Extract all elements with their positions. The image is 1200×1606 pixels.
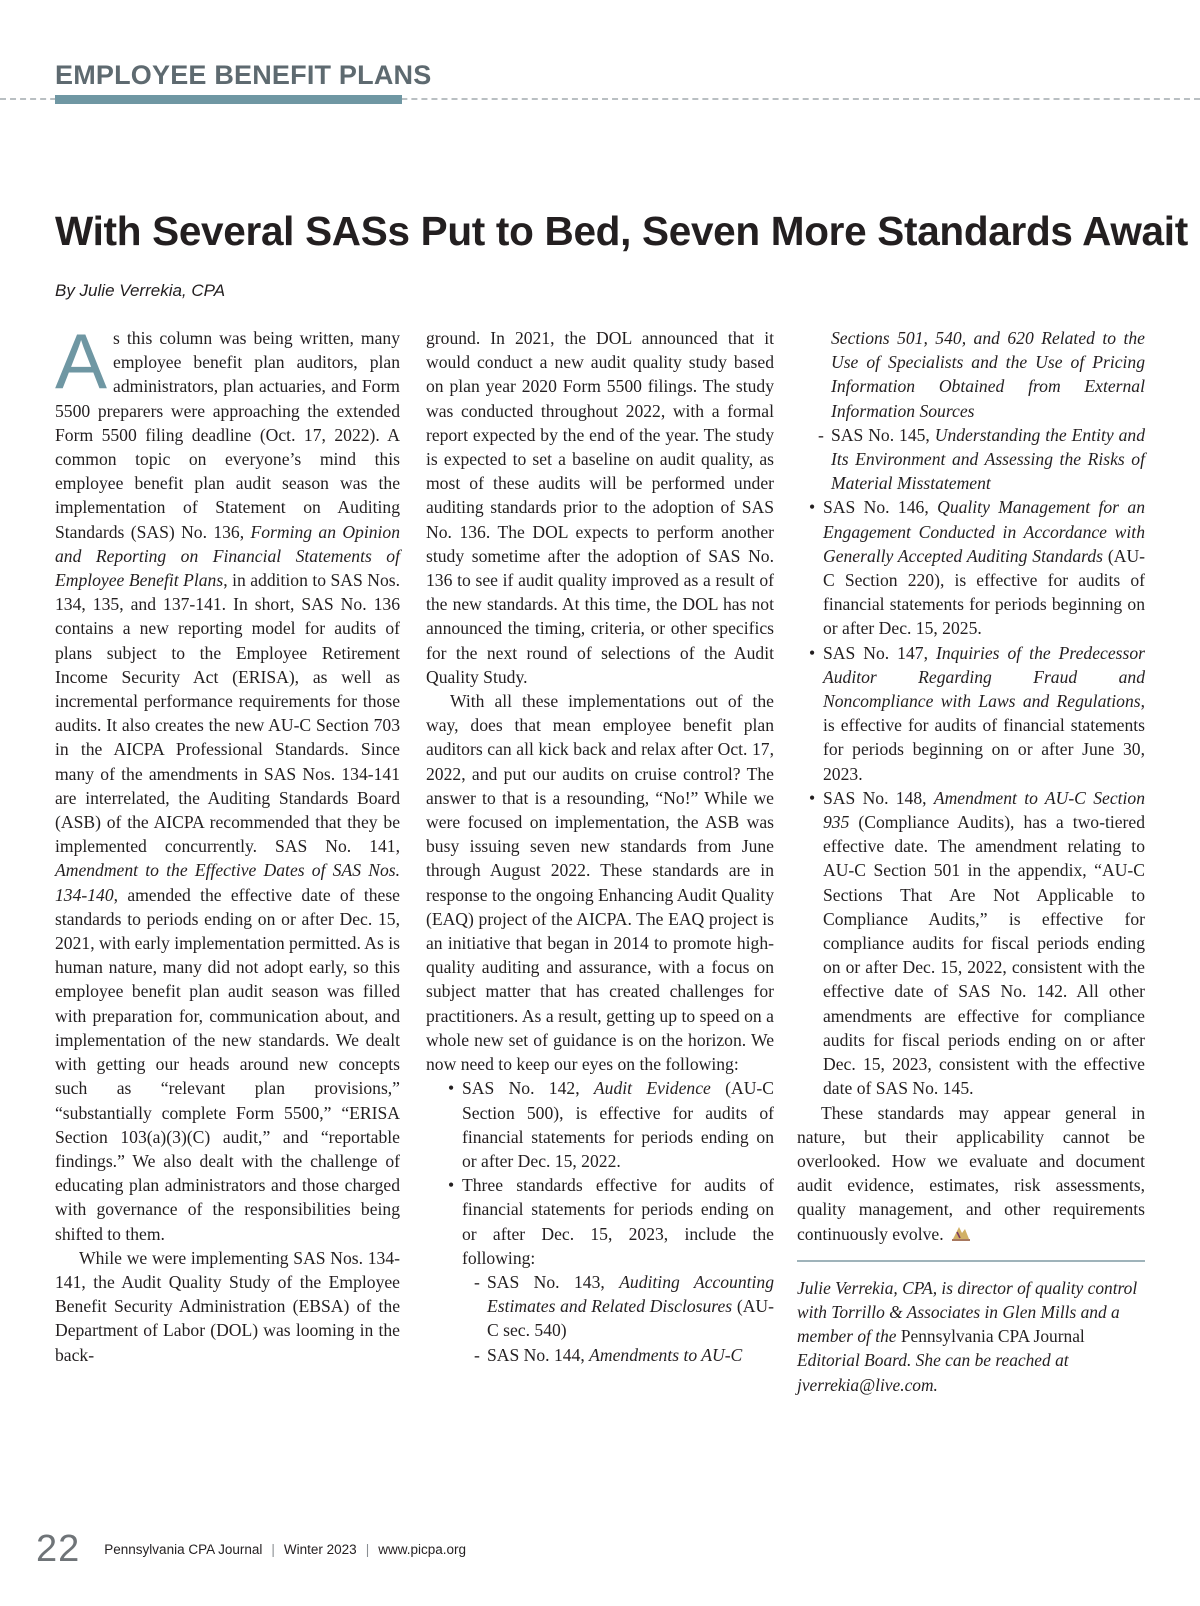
sub-list-item-continued [831, 326, 1145, 423]
text-run: SAS No. 146, [823, 497, 938, 518]
italic-title: Sections 501, 540, and 620 Related to the Use of Specialists and the Use of Pricing Information Obtained from External Information Sources [831, 328, 1145, 421]
paragraph: ground. In 2021, the DOL announced that it would conduct a new audit quality study based on plan year 2020 Form 5500 filings. The study was conducted throughout 2022, with a formal report expected by the end of the year. The study is expected to set a baseline on audit quality, as most of these audits will be performed under auditing standards prior to the adoption of SAS No. 136. The DOL expects to perform another study sometime after the adoption of SAS No. 136 to see if audit quality improved as a result of the new standards. At this time, the DOL has not announced the timing, criteria, or other specifics for the next round of selections of the Audit Quality Study. [426, 328, 774, 687]
page-number: 22 [36, 1527, 81, 1570]
author-bio [797, 1276, 1145, 1397]
journal-name: Pennsylvania CPA Journal [900, 1326, 1085, 1347]
text-run: SAS No. 142, [462, 1078, 594, 1099]
italic-title: Quality Management for an Engagement Conducted in Accordance with Generally Accepted Auditing Standards [823, 497, 1145, 566]
text-run: Editorial Board. She can be reached at jverrekia@live.com. [797, 1350, 1069, 1395]
bio-divider [797, 1260, 1145, 1262]
paragraph [55, 317, 401, 1246]
italic-title: Understanding the Entity and Its Environment and Assessing the Risks of Material Misstatement [831, 424, 1145, 494]
issue-date: Winter 2023 [283, 1541, 357, 1557]
sub-list-item [474, 1343, 774, 1367]
section-accent-bar [55, 95, 402, 104]
list-item [811, 786, 1145, 1101]
text-run: SAS No. 145, [831, 424, 935, 445]
paragraph: With all these implementations out of the way, does that mean employee benefit plan auditors can all kick back and relax after Oct. 17, 2022, and put our audits on cruise control? The answer to that is a resounding, “No!” While we were focused on implementation, the ASB was busy issuing seven new standards from June through August 2022. These standards are in response to the ongoing Enhancing Audit Quality (EAQ) project of the AICPA. The EAQ project is an initiative that began in 2014 to promote high-quality auditing and assurance, with a focus on subject matter that has created challenges for practitioners. As a result, getting up to speed on a whole new set of guidance is on the horizon. We now need to keep our eyes on the following: [426, 691, 774, 1075]
text-run: SAS No. 147, [823, 642, 936, 663]
text-run: , is effective for audits of financial statements for periods beginning on or after June 30, 2023. [823, 691, 1145, 784]
text-run: (AU-C sec. 540) [487, 1296, 774, 1341]
list-item [450, 1076, 774, 1173]
article-column-3 [797, 326, 1145, 1397]
sub-list-continued [797, 326, 1145, 495]
text-run: Three standards effective for audits of financial statements for periods ending on or after Dec. 15, 2023, include the following: [462, 1175, 774, 1268]
italic-title: Amendments to AU-C [589, 1344, 743, 1365]
standards-list-continued [797, 495, 1145, 1100]
paragraph: While we were implementing SAS Nos. 134-141, the Audit Quality Study of the Employee Benefit Security Administration (EBSA) of the Department of Labor (DOL) was looming in the back- [55, 1247, 400, 1365]
text-run: Julie Verrekia, CPA, is director of quality control with Torrillo & Associates in Glen Mills and a member of the [797, 1277, 1138, 1347]
list-item [811, 641, 1145, 786]
article-column-1 [55, 317, 401, 1367]
text-run: These standards may appear general in nature, but their applicability cannot be overlooked. How we evaluate and document audit evidence, estimates, risk assessments, quality management, and other requirements continuously evolve. [797, 1102, 1145, 1244]
byline: By Julie Verrekia, CPA [55, 281, 226, 300]
italic-title: Auditing Accounting Estimates and Related Disclosures [487, 1271, 774, 1317]
sub-list-item [831, 423, 1145, 496]
text-run: SAS No. 144, [487, 1344, 590, 1365]
end-of-article-icon [950, 1224, 972, 1242]
article-title: With Several SASs Put to Bed, Seven More Standards Await [55, 208, 1188, 254]
section-label: EMPLOYEE BENEFIT PLANS [55, 60, 432, 90]
text-run: , amended the effective date of these standards to periods ending on or after Dec. 15, 2021, with early implementation permitted. As is human nature, many did not adopt early, so this employee benefit plan audit season was filled with preparation for, communication about, and implementation of the new standards. We dealt with getting our heads around new concepts such as “relevant plan provisions,” “substantially complete Form 5500,” “ERISA Section 103(a)(3)(C) audit,” and “reportable findings.” We also dealt with the challenge of educating plan administrators and those charged with governance of the responsibilities being shifted to them. [55, 884, 400, 1244]
italic-title: Amendment to the Effective Dates of SAS Nos. 134-140 [55, 860, 400, 905]
text-run: (AU-C Section 220), is effective for audits of financial statements for periods beginning on or after Dec. 15, 2025. [823, 545, 1146, 639]
standards-list [426, 1076, 774, 1366]
text-run: (AU-C Section 500), is effective for audits of financial statements for periods ending on or after Dec. 15, 2022. [462, 1078, 775, 1171]
text-run: , in addition to SAS Nos. 134, 135, and 137-141. In short, SAS No. 136 contains a new reporting model for audits of plans subject to the Employee Retirement Income Security Act (ERISA), as well as incremental performance requirements for those audits. It also creates the new AU-C Section 703 in the AICPA Professional Standards. Since many of the amendments in SAS Nos. 134-141 are interrelated, the Auditing Standards Board (ASB) of the AICPA recommended that they be implemented concurrently. SAS No. 141, [55, 570, 400, 857]
page-footer [36, 1527, 466, 1571]
text-run: SAS No. 143, [487, 1271, 620, 1292]
list-item [811, 495, 1145, 640]
list-item [450, 1173, 774, 1367]
separator: | [271, 1541, 275, 1557]
sub-list [462, 1270, 774, 1367]
website-link[interactable]: www.picpa.org [378, 1541, 466, 1557]
separator: | [365, 1541, 370, 1557]
italic-title: Forming an Opinion and Reporting on Financial Statements of Employee Benefit Plans [55, 521, 401, 591]
italic-title: Amendment to AU-C Section 935 [823, 787, 1145, 833]
article-column-2 [426, 326, 774, 1367]
italic-title: Inquiries of the Predecessor Auditor Regarding Fraud and Noncompliance with Laws and Regulations [823, 642, 1145, 712]
text-run: (Compliance Audits), has a two-tiered effective date. The amendment relating to AU-C Section 501 in the appendix, “AU-C Sections That Are Not Applicable to Compliance Audits,” is effective for compliance audits for fiscal periods ending on or after Dec. 15, 2022, consistent with the effective date of SAS No. 142. All other amendments are effective for compliance audits for fiscal periods ending on or after Dec. 15, 2023, consistent with the effective date of SAS No. 145. [823, 812, 1145, 1099]
drop-cap: A [55, 317, 108, 405]
text-run: SAS No. 148, [823, 787, 934, 808]
sub-list-item [474, 1270, 774, 1343]
journal-name: Pennsylvania CPA Journal [104, 1541, 263, 1557]
italic-title: Audit Evidence [593, 1078, 711, 1099]
text-run: s this column was being written, many employee benefit plan auditors, plan administrators, plan actuaries, and Form 5500 preparers were approaching the extended Form 5500 filing deadline (Oct. 17, 2022). A common topic on everyone’s mind this employee benefit plan audit season was the implementation of Statement on Auditing Standards (SAS) No. 136, [55, 328, 400, 542]
closing-paragraph [797, 1101, 1145, 1246]
